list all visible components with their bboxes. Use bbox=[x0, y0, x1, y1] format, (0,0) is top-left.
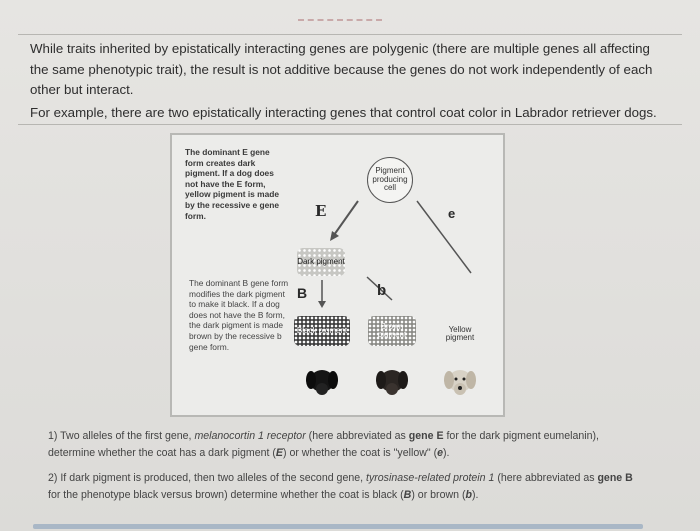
e-gene-description: The dominant E gene form creates dark pigment. If a dog does not have the E form, yellow pigment is made by the recessive e gene form. bbox=[185, 147, 280, 221]
brown-pigment-label: Brown pigment bbox=[377, 321, 407, 339]
bottom-scroll-bar bbox=[33, 524, 643, 529]
black-pigment-bubble bbox=[294, 316, 350, 346]
intro-paragraph: While traits inherited by epistatically interacting genes are polygenic (there are multiple genes all affecting the same phenotypic trait), the result is not additive because the genes do not work independently of each other but interact. bbox=[30, 41, 653, 97]
q2-text: (here abbreviated as bbox=[494, 472, 598, 484]
q1-allele-E: E bbox=[275, 447, 283, 459]
q1-text: ) or whether the coat is "yellow" ( bbox=[282, 447, 438, 459]
q1-text: 1) Two alleles of the first gene, bbox=[48, 430, 195, 442]
q1-text: for the dark pigment eumelanin), determine whether the coat has a dark pigment ( bbox=[48, 430, 600, 459]
q1-text: ). bbox=[443, 447, 450, 459]
top-divider bbox=[298, 19, 382, 21]
black-pigment-label: Black pigment bbox=[296, 325, 348, 335]
brown-dog-icon bbox=[374, 367, 410, 397]
q1-gene-name: melanocortin 1 receptor bbox=[194, 430, 306, 442]
pigment-cell-label: Pigment producing cell bbox=[372, 166, 408, 193]
b-gene-description: The dominant B gene form modifies the dark pigment to make it black. If a dog does not have the B form, the dark pigment is made brown by the recessive b gene form. bbox=[189, 278, 289, 352]
allele-e-label: e bbox=[448, 206, 456, 221]
q1-text: (here abbreviated as bbox=[305, 430, 409, 442]
dark-pigment-label: Dark pigment bbox=[297, 256, 345, 266]
yellow-dog-icon bbox=[442, 367, 478, 397]
dark-pigment-bubble bbox=[297, 248, 345, 276]
yellow-pigment-label: Yellow pigment bbox=[445, 324, 475, 342]
q1-gene-abbr: gene E bbox=[408, 430, 444, 442]
section-divider bbox=[18, 34, 682, 35]
example-paragraph: For example, there are two epistatically interacting genes that control coat color in Labrador retriever dogs. bbox=[30, 105, 657, 120]
allele-B-label: B bbox=[297, 285, 308, 301]
q2-text: for the phenotype black versus brown) determine whether the coat is black ( bbox=[48, 489, 404, 501]
allele-b-label: b bbox=[377, 282, 387, 299]
yellow-pigment-label-box bbox=[438, 324, 482, 344]
q2-gene-name: tyrosinase-related protein 1 bbox=[366, 472, 495, 484]
q1-allele-e: e bbox=[437, 447, 444, 459]
brown-pigment-bubble bbox=[368, 316, 416, 346]
coat-color-figure bbox=[170, 133, 505, 417]
question-2 bbox=[48, 470, 638, 504]
q2-allele-B: B bbox=[403, 489, 412, 501]
black-dog-icon bbox=[304, 367, 340, 397]
q2-text: 2) If dark pigment is produced, then two alleles of the second gene, bbox=[48, 472, 367, 484]
q2-gene-abbr: gene B bbox=[597, 472, 633, 484]
q2-allele-b: b bbox=[465, 489, 472, 501]
q2-text: ) or brown ( bbox=[411, 489, 466, 501]
allele-E-label: E bbox=[315, 202, 327, 220]
question-1 bbox=[48, 428, 638, 462]
section-divider bbox=[18, 124, 682, 125]
q2-text: ). bbox=[471, 489, 479, 501]
